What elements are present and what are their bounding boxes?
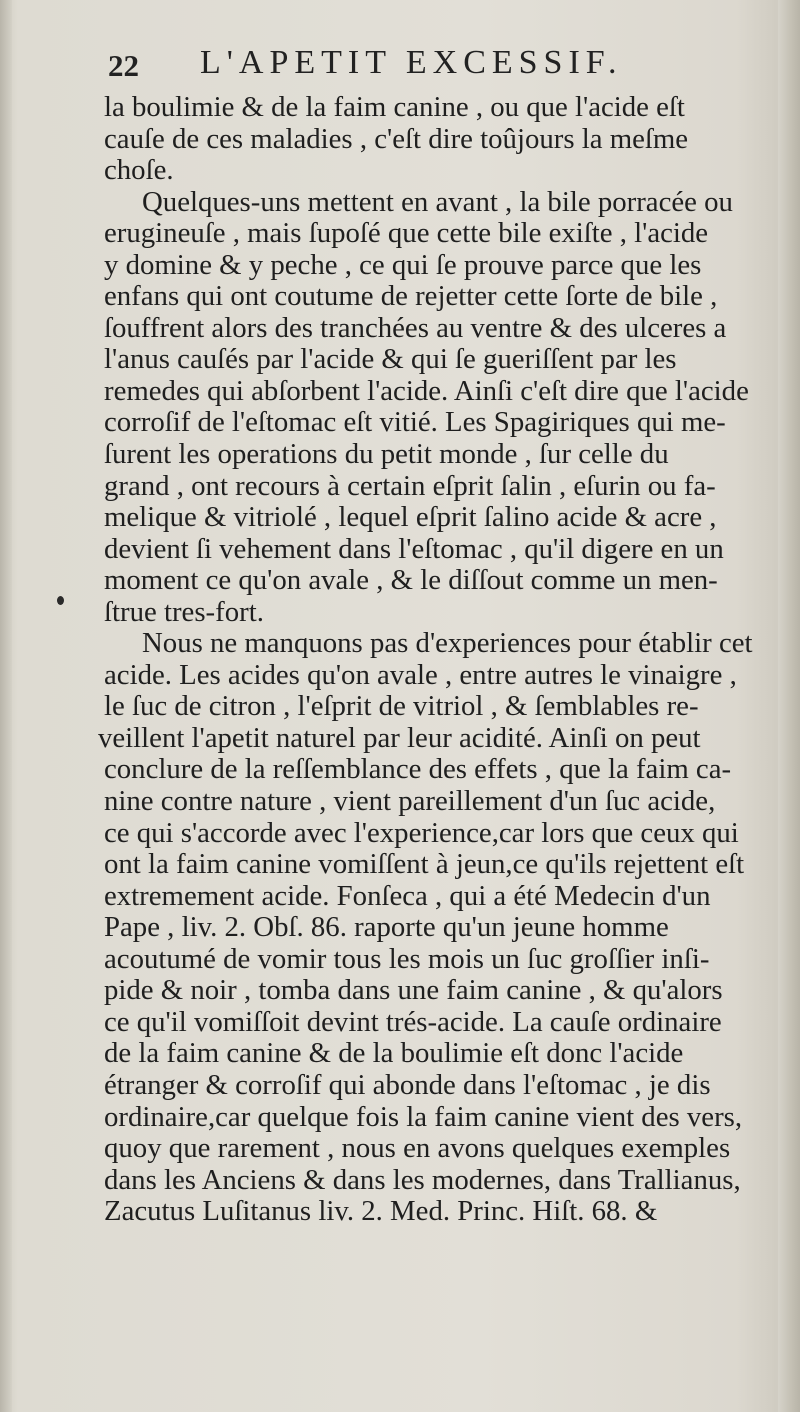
- text-line: grand , ont recours à certain eſprit ſalin , eſurin ou fa-: [104, 470, 716, 502]
- text-line: ont la faim canine vomiſſent à jeun,ce qu'ils rejettent eſt: [104, 849, 745, 881]
- text-line: conclure de la reſſemblance des effets , que la faim ca-: [104, 754, 732, 786]
- text-line: corroſif de l'eſtomac eſt vitié. Les Spagiriques qui me-: [104, 407, 726, 439]
- margin-dot: [57, 596, 64, 605]
- text-line: ce qu'il vomiſſoit devint trés-acide. La cauſe ordinaire: [104, 1006, 722, 1038]
- text-line: ordinaire,car quelque fois la faim canine vient des vers,: [104, 1101, 743, 1133]
- text-line: dans les Anciens & dans les modernes, dans Trallianus,: [104, 1164, 741, 1196]
- text-line: acide. Les acides qu'on avale , entre autres le vinaigre ,: [104, 659, 737, 691]
- page-number: 22: [108, 48, 139, 83]
- text-line: Zacutus Luſitanus liv. 2. Med. Princ. Hiſt. 68. &: [104, 1196, 658, 1228]
- text-line: erugineuſe , mais ſupoſé que cette bile exiſte , l'acide: [104, 218, 709, 250]
- text-line: la boulimie & de la faim canine , ou que l'acide eſt: [104, 92, 685, 123]
- text-line: le ſuc de citron , l'eſprit de vitriol , & ſemblables re-: [104, 691, 699, 723]
- text-line: ſtrue tres-fort.: [104, 596, 264, 628]
- page-header: [108, 44, 668, 90]
- text-line: veillent l'apetit naturel par leur acidité. Ainſi on peut: [98, 722, 701, 754]
- text-line: Quelques-uns mettent en avant , la bile porracée ou: [142, 186, 733, 218]
- text-line: ſurent les operations du petit monde , ſur celle du: [104, 439, 669, 471]
- text-line: moment ce qu'on avale , & le diſſout comme un men-: [104, 565, 718, 597]
- text-line: remedes qui abſorbent l'acide. Ainſi c'eſt dire que l'acide: [104, 375, 749, 407]
- text-line: Nous ne manquons pas d'experiences pour établir cet: [142, 628, 753, 660]
- text-line: de la faim canine & de la boulimie eſt donc l'acide: [104, 1038, 684, 1070]
- text-line: ce qui s'accorde avec l'experience,car lors que ceux qui: [104, 817, 739, 849]
- text-line: pide & noir , tomba dans une faim canine , & qu'alors: [104, 975, 723, 1007]
- body-text: [98, 92, 774, 1228]
- text-line: devient ſi vehement dans l'eſtomac , qu'il digere en un: [104, 533, 724, 565]
- page-right-edge: [778, 0, 800, 1412]
- text-line: melique & vitriolé , lequel eſprit ſalino acide & acre ,: [104, 502, 717, 534]
- text-line: étranger & corroſif qui abonde dans l'eſtomac , je dis: [104, 1069, 711, 1101]
- text-line: extremement acide. Fonſeca , qui a été Medecin d'un: [104, 880, 711, 912]
- running-head: L'APETIT EXCESSIF.: [200, 44, 623, 81]
- text-line: quoy que rarement , nous en avons quelques exemples: [104, 1133, 731, 1165]
- text-line: y domine & y peche , ce qui ſe prouve parce que les: [104, 249, 702, 281]
- text-line: acoutumé de vomir tous les mois un ſuc groſſier inſi-: [104, 943, 710, 975]
- text-line: Pape , liv. 2. Obſ. 86. raporte qu'un jeune homme: [104, 912, 669, 944]
- text-line: enfans qui ont coutume de rejetter cette ſorte de bile ,: [104, 281, 718, 313]
- page-left-edge: [0, 0, 12, 1412]
- text-line: ſouffrent alors des tranchées au ventre & des ulceres a: [104, 312, 727, 344]
- text-line: l'anus cauſés par l'acide & qui ſe gueriſſent par les: [104, 344, 677, 376]
- text-line: choſe.: [104, 155, 174, 187]
- text-line: cauſe de ces maladies , c'eſt dire toûjours la meſme: [104, 123, 689, 155]
- text-line: nine contre nature , vient pareillement d'un ſuc acide,: [104, 786, 716, 818]
